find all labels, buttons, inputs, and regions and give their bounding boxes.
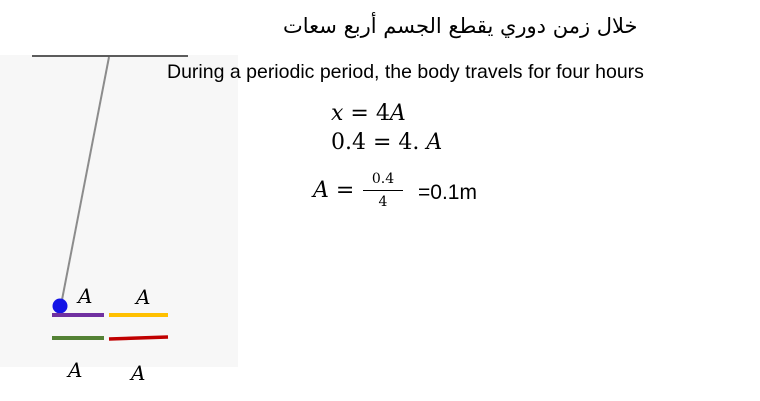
label-a-bottom-right: A: [131, 361, 146, 385]
eq2-left: 0.4 = 4.: [331, 130, 420, 155]
segment-red: [109, 337, 168, 339]
arabic-heading: خلال زمن دوري يقطع الجسم أربع سعات: [283, 14, 638, 38]
english-heading: During a periodic period, the body travels for four hours: [167, 61, 644, 83]
label-a-top-right: A: [136, 285, 151, 309]
eq1-rest: = 4: [350, 101, 390, 126]
result-value: =0.1m: [418, 181, 477, 204]
label-a-bottom-left: A: [68, 358, 83, 382]
fraction-denominator: 4: [378, 194, 388, 210]
eq1-amplitude: A: [389, 101, 406, 126]
eq3-amplitude: A: [313, 178, 329, 203]
pendulum-bob: [53, 299, 68, 314]
pendulum-string: [61, 57, 109, 305]
fraction-numerator: 0.4: [371, 171, 395, 187]
eq3-equals: =: [335, 178, 355, 203]
var-x: x: [331, 101, 344, 126]
label-a-top-left: A: [78, 284, 93, 308]
eq2-amplitude: A: [426, 130, 443, 155]
